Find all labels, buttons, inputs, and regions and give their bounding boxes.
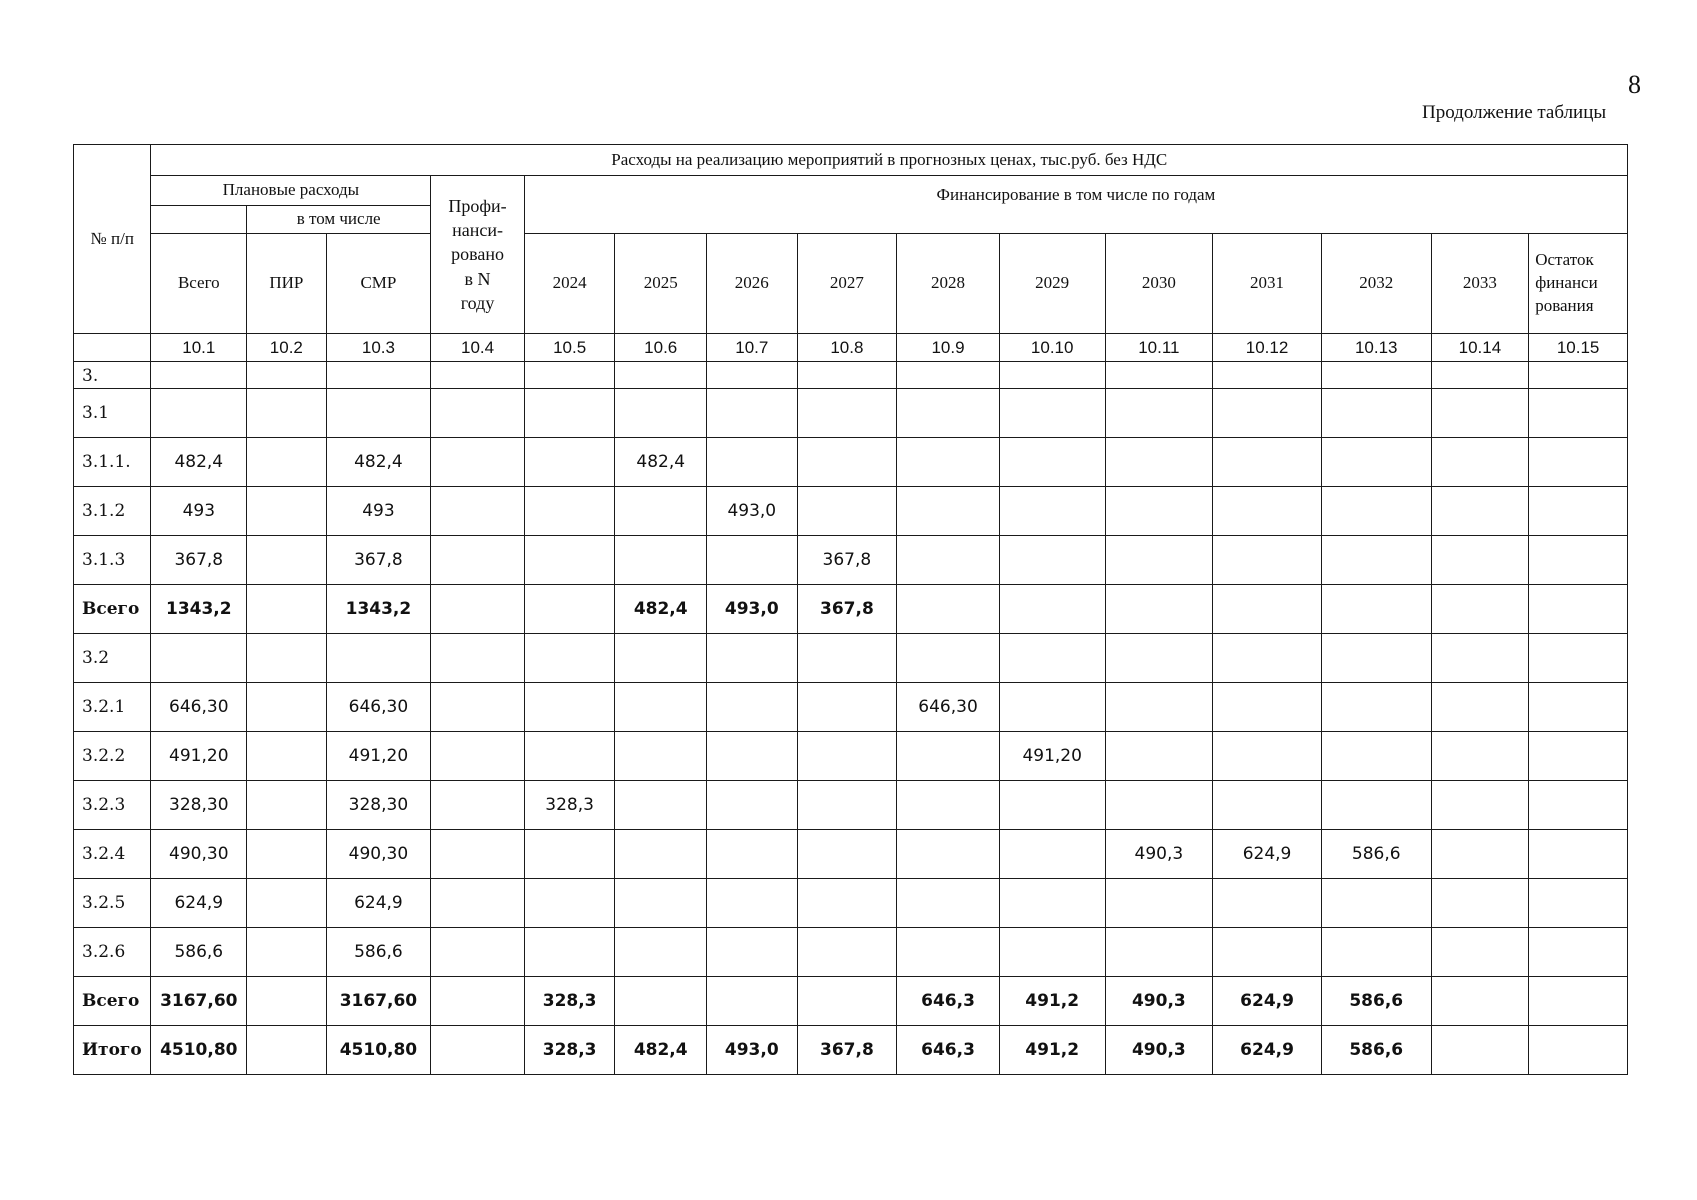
table-cell: 646,3 — [897, 1026, 1000, 1075]
table-cell — [797, 389, 897, 438]
table-cell — [897, 732, 1000, 781]
column-number-cell: 10.9 — [897, 334, 1000, 362]
column-number-cell: 10.2 — [247, 334, 327, 362]
table-cell — [1213, 585, 1322, 634]
table-cell — [999, 487, 1105, 536]
table-cell: 491,2 — [999, 1026, 1105, 1075]
column-number-cell: 10.6 — [615, 334, 707, 362]
table-row — [74, 487, 1628, 536]
table-cell — [326, 634, 431, 683]
table-row — [74, 830, 1628, 879]
table-cell — [1529, 830, 1628, 879]
table-cell — [1105, 781, 1213, 830]
financing-by-years-header: Финансирование в том числе по годам — [524, 176, 1627, 234]
table-cell — [797, 781, 897, 830]
column-number-cell: 10.12 — [1213, 334, 1322, 362]
table-cell — [431, 585, 525, 634]
table-cell: 624,9 — [151, 879, 247, 928]
table-cell — [1105, 585, 1213, 634]
table-cell — [797, 830, 897, 879]
table-cell — [999, 536, 1105, 585]
table-cell — [897, 536, 1000, 585]
table-cell: 482,4 — [326, 438, 431, 487]
table-cell: 646,30 — [151, 683, 247, 732]
table-cell — [797, 438, 897, 487]
column-number-cell: 10.5 — [524, 334, 615, 362]
table-cell — [999, 585, 1105, 634]
table-row — [74, 634, 1628, 683]
table-cell — [897, 830, 1000, 879]
row-id-cell: 3.1.1. — [74, 438, 151, 487]
table-cell — [1529, 928, 1628, 977]
table-cell — [1213, 362, 1322, 389]
table-cell — [431, 683, 525, 732]
table-row — [74, 585, 1628, 634]
table-cell — [1529, 438, 1628, 487]
table-cell — [999, 389, 1105, 438]
table-cell — [1105, 634, 1213, 683]
table-cell — [1321, 781, 1431, 830]
table-cell — [247, 683, 327, 732]
year-header: 2028 — [897, 234, 1000, 334]
table-cell — [615, 536, 707, 585]
table-cell: 328,3 — [524, 781, 615, 830]
table-cell — [1321, 634, 1431, 683]
table-cell — [615, 879, 707, 928]
table-cell — [247, 634, 327, 683]
table-cell — [615, 389, 707, 438]
expenses-table — [73, 144, 1628, 1075]
table-cell — [151, 389, 247, 438]
table-cell: 624,9 — [326, 879, 431, 928]
row-id-cell: Всего — [74, 585, 151, 634]
table-cell: 3167,60 — [326, 977, 431, 1026]
table-cell — [1431, 536, 1529, 585]
table-cell: 490,30 — [151, 830, 247, 879]
table-cell — [247, 438, 327, 487]
table-cell — [431, 438, 525, 487]
table-cell — [524, 634, 615, 683]
table-cell: 624,9 — [1213, 1026, 1322, 1075]
table-cell — [1529, 362, 1628, 389]
table-cell — [1213, 389, 1322, 438]
table-cell: 367,8 — [151, 536, 247, 585]
table-cell — [431, 928, 525, 977]
column-number-cell: 10.3 — [326, 334, 431, 362]
column-number-cell — [74, 334, 151, 362]
table-row — [74, 977, 1628, 1026]
year-header: 2033 — [1431, 234, 1529, 334]
table-cell — [1105, 389, 1213, 438]
table-cell — [797, 928, 897, 977]
table-cell — [1529, 585, 1628, 634]
table-cell — [897, 634, 1000, 683]
table-cell — [1213, 487, 1322, 536]
table-cell — [1321, 389, 1431, 438]
table-cell — [1431, 683, 1529, 732]
year-header: 2025 — [615, 234, 707, 334]
table-cell — [897, 362, 1000, 389]
table-cell: 586,6 — [326, 928, 431, 977]
pir-header: ПИР — [247, 234, 327, 334]
table-cell — [247, 362, 327, 389]
table-row — [74, 781, 1628, 830]
table-cell: 367,8 — [797, 585, 897, 634]
table-cell — [1321, 487, 1431, 536]
year-header: 2026 — [707, 234, 798, 334]
table-cell — [1321, 928, 1431, 977]
table-cell: 493,0 — [707, 487, 798, 536]
table-cell — [897, 781, 1000, 830]
table-cell — [615, 830, 707, 879]
table-cell — [615, 781, 707, 830]
table-cell — [524, 438, 615, 487]
table-cell — [797, 977, 897, 1026]
table-cell — [1529, 536, 1628, 585]
table-cell — [524, 585, 615, 634]
table-cell — [1529, 977, 1628, 1026]
table-cell — [999, 438, 1105, 487]
year-header: 2029 — [999, 234, 1105, 334]
remainder-header: Остаток финанси рования — [1529, 234, 1628, 334]
table-cell — [431, 781, 525, 830]
table-cell — [615, 928, 707, 977]
table-cell: 646,30 — [326, 683, 431, 732]
table-cell — [1431, 487, 1529, 536]
table-body — [74, 334, 1628, 1075]
table-cell — [431, 536, 525, 585]
col-number-header: № п/п — [74, 145, 151, 334]
table-cell — [524, 928, 615, 977]
table-cell — [247, 879, 327, 928]
table-row — [74, 879, 1628, 928]
table-cell — [1213, 781, 1322, 830]
table-cell — [1529, 634, 1628, 683]
table-cell — [1321, 536, 1431, 585]
table-cell: 328,30 — [151, 781, 247, 830]
table-cell — [1431, 732, 1529, 781]
table-cell: 482,4 — [151, 438, 247, 487]
table-cell — [1431, 977, 1529, 1026]
expenses-table-wrapper — [73, 144, 1628, 1075]
table-cell: 586,6 — [1321, 977, 1431, 1026]
table-cell — [247, 977, 327, 1026]
table-cell — [1321, 732, 1431, 781]
table-cell: 646,30 — [897, 683, 1000, 732]
table-cell — [431, 732, 525, 781]
table-cell — [707, 781, 798, 830]
table-row — [74, 362, 1628, 389]
table-cell — [897, 487, 1000, 536]
row-id-cell: 3.1 — [74, 389, 151, 438]
table-cell: 367,8 — [326, 536, 431, 585]
row-id-cell: 3.2.1 — [74, 683, 151, 732]
table-cell — [1213, 879, 1322, 928]
table-cell — [247, 389, 327, 438]
table-cell — [247, 585, 327, 634]
table-cell — [524, 362, 615, 389]
table-cell — [1105, 928, 1213, 977]
row-id-cell: 3.1.3 — [74, 536, 151, 585]
table-cell — [1213, 634, 1322, 683]
column-number-cell: 10.10 — [999, 334, 1105, 362]
continuation-label: Продолжение таблицы — [1422, 102, 1607, 123]
row-id-cell: 3.2.4 — [74, 830, 151, 879]
table-cell — [615, 487, 707, 536]
table-cell — [615, 732, 707, 781]
table-cell — [615, 634, 707, 683]
table-cell: 491,20 — [326, 732, 431, 781]
table-cell: 1343,2 — [326, 585, 431, 634]
table-row — [74, 928, 1628, 977]
table-cell — [897, 879, 1000, 928]
table-cell — [524, 487, 615, 536]
table-cell — [1431, 1026, 1529, 1075]
table-row — [74, 732, 1628, 781]
table-cell — [797, 487, 897, 536]
row-id-cell: 3.2.5 — [74, 879, 151, 928]
table-cell — [797, 683, 897, 732]
table-cell — [524, 389, 615, 438]
table-cell — [999, 362, 1105, 389]
year-header: 2031 — [1213, 234, 1322, 334]
smr-header: СМР — [326, 234, 431, 334]
table-row — [74, 1026, 1628, 1075]
row-id-cell: 3.2.3 — [74, 781, 151, 830]
table-cell — [1431, 438, 1529, 487]
table-cell — [1431, 781, 1529, 830]
table-cell — [247, 781, 327, 830]
table-cell: 586,6 — [1321, 830, 1431, 879]
table-cell — [431, 879, 525, 928]
table-cell — [707, 683, 798, 732]
table-cell — [999, 928, 1105, 977]
column-number-cell: 10.7 — [707, 334, 798, 362]
table-row — [74, 389, 1628, 438]
table-cell — [151, 634, 247, 683]
table-cell — [615, 683, 707, 732]
row-id-cell: 3. — [74, 362, 151, 389]
row-id-cell: 3.1.2 — [74, 487, 151, 536]
table-cell — [431, 1026, 525, 1075]
table-cell — [615, 362, 707, 389]
table-cell: 328,3 — [524, 977, 615, 1026]
table-cell — [151, 362, 247, 389]
table-cell: 493,0 — [707, 1026, 798, 1075]
table-cell — [524, 879, 615, 928]
table-cell — [1105, 879, 1213, 928]
table-cell: 491,20 — [999, 732, 1105, 781]
table-cell: 586,6 — [151, 928, 247, 977]
column-number-cell: 10.15 — [1529, 334, 1628, 362]
row-id-cell: Всего — [74, 977, 151, 1026]
table-row — [74, 438, 1628, 487]
table-cell — [1321, 683, 1431, 732]
total-header: Всего — [151, 234, 247, 334]
table-cell — [431, 487, 525, 536]
table-cell — [1213, 438, 1322, 487]
page-number: 8 — [1628, 70, 1641, 99]
table-cell: 490,3 — [1105, 1026, 1213, 1075]
column-number-cell: 10.14 — [1431, 334, 1529, 362]
table-cell — [524, 830, 615, 879]
table-cell — [1529, 683, 1628, 732]
table-cell — [897, 389, 1000, 438]
table-cell — [1431, 830, 1529, 879]
table-cell: 3167,60 — [151, 977, 247, 1026]
table-cell — [615, 977, 707, 1026]
table-cell — [897, 438, 1000, 487]
table-cell — [326, 362, 431, 389]
table-cell: 490,30 — [326, 830, 431, 879]
column-number-cell: 10.8 — [797, 334, 897, 362]
table-cell — [999, 634, 1105, 683]
table-cell — [524, 536, 615, 585]
table-cell — [1105, 438, 1213, 487]
table-cell — [707, 536, 798, 585]
table-cell — [431, 830, 525, 879]
table-cell: 328,30 — [326, 781, 431, 830]
table-cell — [707, 830, 798, 879]
table-cell: 1343,2 — [151, 585, 247, 634]
row-id-cell: 3.2 — [74, 634, 151, 683]
table-cell — [897, 585, 1000, 634]
table-cell — [1105, 683, 1213, 732]
table-cell — [1105, 487, 1213, 536]
table-cell — [247, 928, 327, 977]
column-number-cell: 10.4 — [431, 334, 525, 362]
table-cell — [999, 683, 1105, 732]
table-cell — [1529, 732, 1628, 781]
table-cell — [707, 879, 798, 928]
table-cell — [431, 977, 525, 1026]
table-cell: 482,4 — [615, 1026, 707, 1075]
table-cell — [707, 732, 798, 781]
table-cell — [999, 781, 1105, 830]
table-cell — [247, 536, 327, 585]
table-cell: 4510,80 — [326, 1026, 431, 1075]
table-cell: 328,3 — [524, 1026, 615, 1075]
table-cell — [1213, 928, 1322, 977]
table-cell — [797, 879, 897, 928]
table-cell — [1529, 879, 1628, 928]
table-cell — [707, 634, 798, 683]
column-number-cell: 10.13 — [1321, 334, 1431, 362]
year-header: 2027 — [797, 234, 897, 334]
including-header: в том числе — [247, 206, 431, 234]
table-cell: 624,9 — [1213, 830, 1322, 879]
table-cell — [707, 977, 798, 1026]
table-cell — [247, 1026, 327, 1075]
table-cell — [797, 634, 897, 683]
table-cell: 482,4 — [615, 585, 707, 634]
year-header: 2030 — [1105, 234, 1213, 334]
table-cell: 4510,80 — [151, 1026, 247, 1075]
table-cell — [247, 487, 327, 536]
table-cell — [326, 389, 431, 438]
table-cell — [1529, 389, 1628, 438]
table-cell: 493 — [326, 487, 431, 536]
column-number-cell: 10.1 — [151, 334, 247, 362]
table-cell — [1321, 362, 1431, 389]
group-header: Расходы на реализацию мероприятий в прогнозных ценах, тыс.руб. без НДС — [151, 145, 1628, 176]
table-cell: 482,4 — [615, 438, 707, 487]
table-cell — [707, 438, 798, 487]
table-cell — [1431, 879, 1529, 928]
table-cell — [999, 830, 1105, 879]
table-cell — [1431, 585, 1529, 634]
table-cell — [431, 634, 525, 683]
financed-in-year-header: Профи- нанси- ровано в N году — [431, 176, 525, 334]
table-cell — [431, 389, 525, 438]
year-header: 2032 — [1321, 234, 1431, 334]
table-cell — [1105, 732, 1213, 781]
table-cell: 493,0 — [707, 585, 798, 634]
table-cell: 367,8 — [797, 536, 897, 585]
table-cell: 491,2 — [999, 977, 1105, 1026]
table-cell: 493 — [151, 487, 247, 536]
row-id-cell: 3.2.6 — [74, 928, 151, 977]
column-numbers-row — [74, 334, 1628, 362]
table-cell — [247, 830, 327, 879]
table-cell — [524, 732, 615, 781]
table-cell — [1213, 683, 1322, 732]
table-cell — [897, 928, 1000, 977]
table-cell — [1105, 362, 1213, 389]
table-cell — [247, 732, 327, 781]
table-cell — [1431, 362, 1529, 389]
table-cell — [1321, 438, 1431, 487]
table-cell — [1431, 389, 1529, 438]
table-cell: 586,6 — [1321, 1026, 1431, 1075]
table-row — [74, 536, 1628, 585]
table-cell — [707, 362, 798, 389]
table-cell — [999, 879, 1105, 928]
row-id-cell: Итого — [74, 1026, 151, 1075]
table-cell — [1213, 732, 1322, 781]
table-cell: 490,3 — [1105, 977, 1213, 1026]
table-cell — [797, 362, 897, 389]
table-cell — [707, 928, 798, 977]
table-cell — [1529, 1026, 1628, 1075]
row-id-cell: 3.2.2 — [74, 732, 151, 781]
table-cell — [1431, 634, 1529, 683]
table-cell — [1213, 536, 1322, 585]
table-cell — [431, 362, 525, 389]
table-cell — [1321, 879, 1431, 928]
planned-blank-cell — [151, 206, 247, 234]
table-cell: 491,20 — [151, 732, 247, 781]
planned-expenses-header: Плановые расходы — [151, 176, 431, 206]
table-cell: 624,9 — [1213, 977, 1322, 1026]
year-header: 2024 — [524, 234, 615, 334]
table-cell — [1529, 781, 1628, 830]
table-row — [74, 683, 1628, 732]
table-cell — [1529, 487, 1628, 536]
table-cell: 646,3 — [897, 977, 1000, 1026]
table-cell: 367,8 — [797, 1026, 897, 1075]
table-cell: 490,3 — [1105, 830, 1213, 879]
table-cell — [707, 389, 798, 438]
table-cell — [797, 732, 897, 781]
column-number-cell: 10.11 — [1105, 334, 1213, 362]
table-cell — [524, 683, 615, 732]
table-cell — [1321, 585, 1431, 634]
table-cell — [1431, 928, 1529, 977]
table-cell — [1105, 536, 1213, 585]
